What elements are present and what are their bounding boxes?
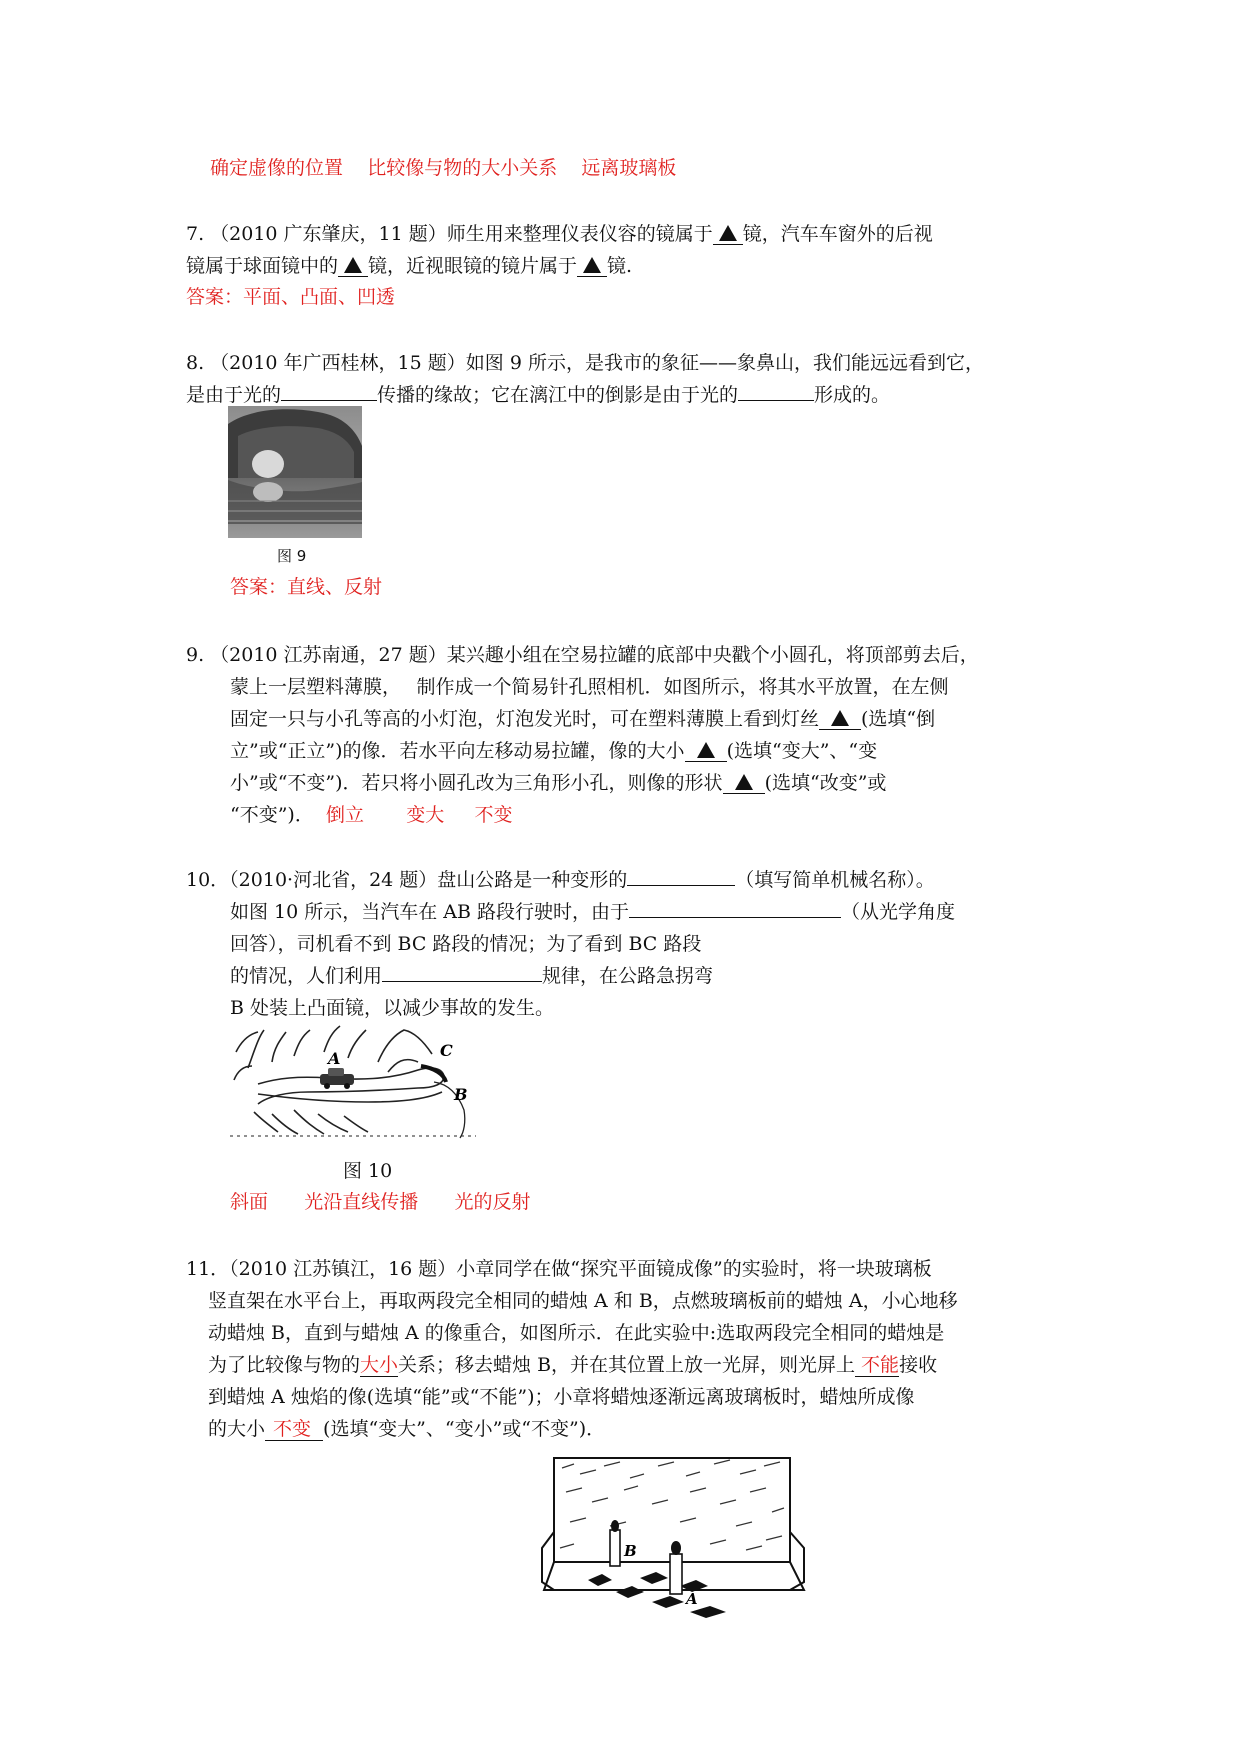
q11-text: 接收: [899, 1354, 938, 1376]
q11-line-4: [208, 1352, 937, 1378]
q11-text: 关系；移去蜡烛 B，并在其位置上放一光屏，则光屏上: [398, 1354, 856, 1376]
q10-text: 的情况，人们利用: [230, 965, 383, 987]
q9-blank-3: [723, 773, 765, 794]
q9-text: 小”或“不变”)．若只将小圆孔改为三角形小孔，则像的形状: [230, 772, 723, 794]
q10-blank-2: [629, 899, 841, 918]
triangle-icon: [697, 742, 715, 758]
q10-text: （填写简单机械名称）。: [735, 869, 935, 891]
q10-answer-3: 光的反射: [454, 1191, 531, 1213]
triangle-icon: [831, 710, 849, 726]
top-answer-2: 比较像与物的大小关系: [367, 157, 558, 179]
q10-line-1: [186, 867, 935, 893]
q9-answer-3: 不变: [474, 804, 513, 826]
q8-answer: 答案：直线、反射: [230, 576, 383, 598]
figure-10-road-diagram: [228, 1022, 476, 1140]
q10-line-4: [230, 963, 713, 989]
triangle-icon: [344, 257, 362, 273]
q7-blank-3: [577, 256, 607, 277]
q7-text: 镜，汽车车窗外的后视: [742, 223, 933, 245]
q8-text: 是由于光的: [186, 384, 282, 406]
q10-answers: [230, 1189, 531, 1215]
q8-blank-2: [738, 382, 814, 401]
q7-answer: 答案：平面、凸面、凹透: [186, 286, 396, 308]
q9-line-6: [230, 802, 512, 828]
figure-9-caption: 图 9: [277, 547, 307, 565]
q11-line-3: 动蜡烛 B，直到与蜡烛 A 的像重合，如图所示．在此实验中:选取两段完全相同的蜡烛是: [208, 1322, 945, 1344]
label-b: B: [454, 1085, 468, 1104]
figure-9-photo: [228, 406, 362, 538]
triangle-icon: [719, 225, 737, 241]
triangle-icon: [583, 257, 601, 273]
q9-line-5: [230, 770, 886, 796]
q7-text: 7. （2010 广东肇庆，11 题）师生用来整理仪表仪容的镜属于: [186, 223, 713, 245]
q10-answer-2: 光沿直线传播: [304, 1191, 419, 1213]
q9-answer-2: 变大: [406, 804, 445, 826]
q9-text: (选填“改变”或: [764, 772, 887, 794]
q10-text: （从光学角度: [841, 901, 956, 923]
label-c: C: [440, 1041, 453, 1060]
top-answer-1: 确定虚像的位置: [210, 157, 344, 179]
triangle-icon: [735, 774, 753, 790]
q11-answer-3: 不变: [265, 1418, 323, 1441]
q7-line-1: [186, 221, 933, 247]
q11-line-2: 竖直架在水平台上，再取两段完全相同的蜡烛 A 和 B，点燃玻璃板前的蜡烛 A，小心地移: [208, 1290, 958, 1312]
q8-line-2: [186, 382, 890, 408]
q9-text: 固定一只与小孔等高的小灯泡，灯泡发光时，可在塑料薄膜上看到灯丝: [230, 708, 820, 730]
car-icon: [320, 1068, 354, 1089]
q9-text: 立”或“正立”)的像．若水平向左移动易拉罐，像的大小: [230, 740, 685, 762]
q7-text: 镜.: [607, 255, 633, 277]
q7-text: 镜属于球面镜中的: [186, 255, 339, 277]
top-answer-3: 远离玻璃板: [581, 157, 677, 179]
q11-line-5: 到蜡烛 A 烛焰的像(选填“能”或“不能”)；小章将蜡烛逐渐远离玻璃板时，蜡烛所成像: [208, 1386, 915, 1408]
q10-text: 规律，在公路急拐弯: [542, 965, 714, 987]
q11-text: 为了比较像与物的: [208, 1354, 361, 1376]
q9-line-3: [230, 706, 935, 732]
q7-blank-1: [713, 224, 743, 245]
label-a: A: [686, 1590, 698, 1608]
q9-text: (选填“倒: [861, 708, 936, 730]
q11-text: 的大小: [208, 1418, 266, 1440]
q9-text: (选填“变大”、“变: [726, 740, 878, 762]
top-answer-line: [210, 155, 676, 181]
q10-line-2: [230, 899, 955, 925]
q9-answer-1: 倒立: [325, 804, 364, 826]
q8-blank-1: [281, 382, 377, 401]
label-b: B: [624, 1542, 637, 1560]
q9-line-2: 蒙上一层塑料薄膜， 制作成一个简易针孔照相机．如图所示，将其水平放置，在左侧: [230, 676, 949, 698]
q11-line-6: [208, 1416, 605, 1442]
candle-a-icon: [670, 1541, 682, 1594]
q9-text: “不变”)．: [230, 804, 314, 826]
q7-text: 镜，近视眼镜的镜片属于: [368, 255, 578, 277]
q9-line-4: [230, 738, 877, 764]
q11-answer-2: 不能: [855, 1354, 899, 1377]
figure-10-caption: 图 10: [343, 1160, 393, 1182]
q10-line-5: B 处装上凸面镜，以减少事故的发生。: [230, 997, 555, 1019]
q8-text: 形成的。: [814, 384, 891, 406]
q8-line-1: 8. （2010 年广西桂林，15 题）如图 9 所示，是我市的象征——象鼻山，我们能远远看到它，: [186, 352, 984, 374]
q7-blank-2: [338, 256, 368, 277]
q7-line-2: [186, 253, 632, 279]
label-a: A: [328, 1049, 341, 1068]
q10-text: 如图 10 所示，当汽车在 AB 路段行驶时，由于: [230, 901, 630, 923]
candle-b-icon: [610, 1520, 620, 1566]
q10-text: 10．（2010·河北省，24 题）盘山公路是一种变形的: [186, 869, 628, 891]
q8-text: 传播的缘故；它在漓江中的倒影是由于光的: [377, 384, 739, 406]
q9-line-1: 9. （2010 江苏南通，27 题）某兴趣小组在空易拉罐的底部中央戳个小圆孔，将顶部剪去后，: [186, 644, 979, 666]
q10-blank-3: [382, 963, 542, 982]
q11-text: (选填“变大”、“变小”或“不变”)．: [323, 1418, 606, 1440]
q10-line-3: 回答），司机看不到 BC 路段的情况；为了看到 BC 路段: [230, 933, 702, 955]
q10-answer-1: 斜面: [230, 1191, 269, 1213]
q11-answer-1: 大小: [360, 1354, 399, 1376]
q10-blank-1: [627, 867, 735, 886]
q11-line-1: 11．（2010 江苏镇江，16 题）小章同学在做“探究平面镜成像”的实验时，将一块玻璃板: [186, 1258, 932, 1280]
figure-mirror-experiment: [540, 1452, 812, 1627]
q9-blank-1: [819, 709, 861, 730]
q9-blank-2: [685, 741, 727, 762]
